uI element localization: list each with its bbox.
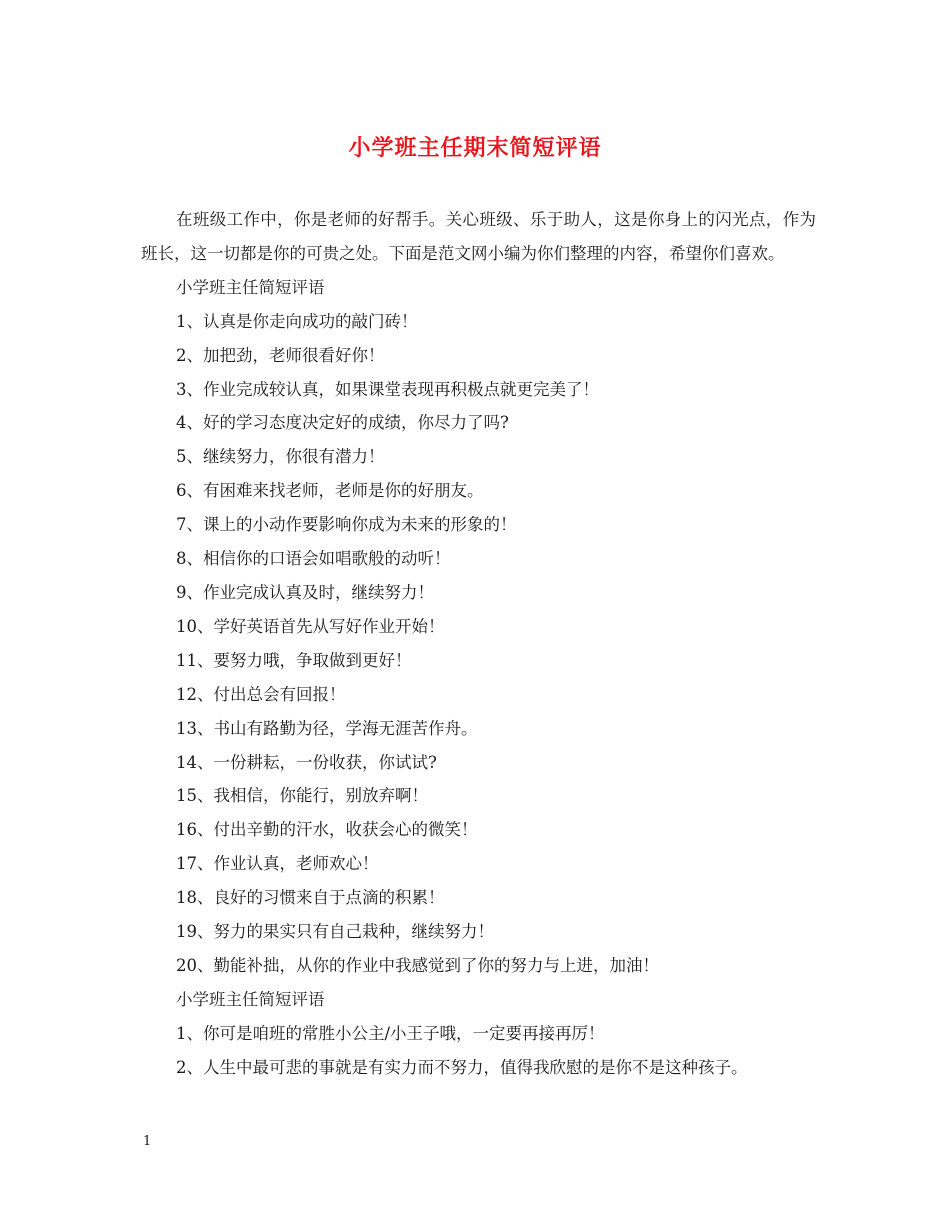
list-item: 14、一份耕耘，一份收获，你试试? [176, 752, 437, 772]
list-item: 17、作业认真，老师欢心！ [176, 854, 379, 874]
list-item: 15、我相信，你能行，别放弃啊！ [176, 786, 428, 806]
document-title: 小学班主任期末简短评语 [348, 135, 602, 161]
list-item: 1、认真是你走向成功的敲门砖！ [176, 311, 418, 331]
list-item: 20、勤能补拙，从你的作业中我感觉到了你的努力与上进，加油！ [176, 955, 659, 975]
list-item: 9、作业完成认真及时，继续努力！ [176, 582, 434, 602]
list-item: 5、继续努力，你很有潜力！ [176, 447, 385, 467]
intro-paragraph: 在班级工作中，你是老师的好帮手。关心班级、乐于助人，这是你身上的闪光点，作为班长，这一切都是你的可贵之处。下面是范文网小编为你们整理的内容，希望你们喜欢。 [141, 210, 816, 263]
list-item: 16、付出辛勤的汗水，收获会心的微笑！ [176, 820, 478, 840]
list-item: 8、相信你的口语会如唱歌般的动听！ [176, 549, 451, 569]
list-item: 7、课上的小动作要影响你成为未来的形象的！ [176, 515, 517, 535]
page-number: 1 [143, 1134, 152, 1149]
list-item: 1、你可是咱班的常胜小公主/小王子哦，一定要再接再厉！ [176, 1023, 605, 1043]
list-item: 18、良好的习惯来自于点滴的积累！ [176, 888, 445, 908]
section-heading: 小学班主任简短评语 [176, 989, 325, 1009]
list-item: 12、付出总会有回报！ [176, 684, 346, 704]
section-heading: 小学班主任简短评语 [176, 277, 325, 297]
document-body [141, 203, 816, 1085]
list-item: 6、有困难来找老师，老师是你的好朋友。 [176, 481, 484, 501]
list-item: 11、要努力哦，争取做到更好！ [176, 650, 412, 670]
list-item: 19、努力的果实只有自己栽种，继续努力！ [176, 922, 494, 942]
list-item: 10、学好英语首先从写好作业开始！ [176, 616, 445, 636]
list-item: 3、作业完成较认真，如果课堂表现再积极点就更完美了！ [176, 379, 599, 399]
list-item: 2、加把劲，老师很看好你！ [176, 345, 385, 365]
list-item: 4、好的学习态度决定好的成绩，你尽力了吗? [176, 413, 509, 433]
list-item: 13、书山有路勤为径，学海无涯苦作舟。 [176, 718, 478, 738]
list-item: 2、人生中最可悲的事就是有实力而不努力，值得我欣慰的是你不是这种孩子。 [176, 1057, 748, 1077]
